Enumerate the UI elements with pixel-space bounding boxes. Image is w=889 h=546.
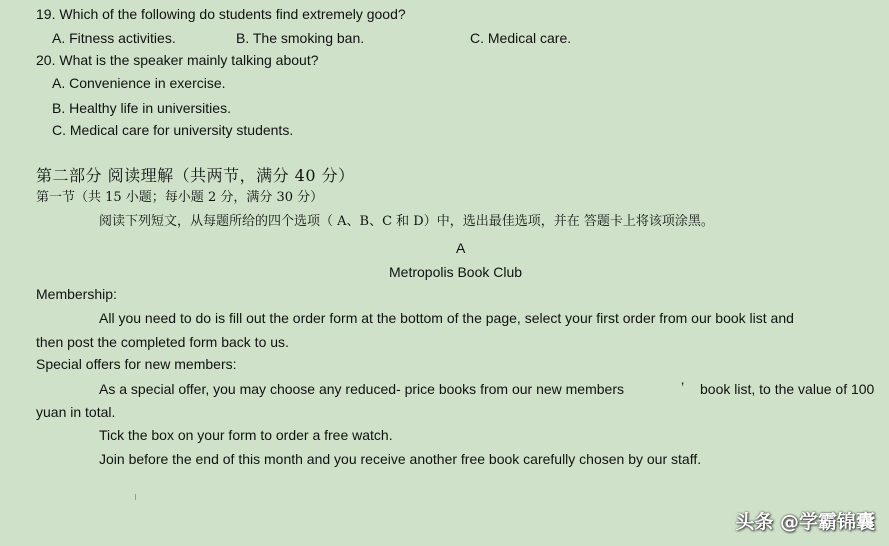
- passage-letter: A: [456, 240, 466, 256]
- offer-1-line-1b: book list, to the value of 100: [700, 381, 875, 397]
- membership-line-1: All you need to do is fill out the order form at the bottom of the page, select your first order from our book list and: [99, 310, 794, 326]
- watermark: 头条 @学霸锦囊: [735, 511, 875, 533]
- offer-1-line-2: yuan in total.: [36, 404, 116, 420]
- offer-3: Join before the end of this month and you receive another free book carefully chosen by our staff.: [99, 451, 702, 467]
- q19-option-a: A. Fitness activities.: [52, 30, 176, 46]
- part2-heading: 第二部分 阅读理解（共两节，满分 40 分）: [36, 166, 355, 185]
- q19-option-c: C. Medical care.: [470, 30, 572, 46]
- scan-mark: [135, 494, 136, 500]
- offers-heading: Special offers for new members:: [36, 356, 237, 372]
- q20-option-b: B. Healthy life in universities.: [52, 100, 231, 116]
- q20-option-c: C. Medical care for university students.: [52, 122, 294, 138]
- offer-1-apostrophe: ’: [681, 379, 685, 395]
- membership-heading: Membership:: [36, 286, 117, 302]
- passage-title: Metropolis Book Club: [389, 264, 523, 280]
- reading-instruction: 阅读下列短文，从每题所给的四个选项（ A、B、C 和 D）中，选出最佳选项，并在 答题卡上将该项涂黑。: [99, 214, 714, 229]
- q19-question: 19. Which of the following do students find extremely good?: [36, 6, 406, 22]
- q19-option-b: B. The smoking ban.: [236, 30, 365, 46]
- membership-line-2: then post the completed form back to us.: [36, 334, 289, 350]
- section1-heading: 第一节（共 15 小题；每小题 2 分，满分 30 分）: [36, 190, 324, 205]
- q20-option-a: A. Convenience in exercise.: [52, 75, 226, 91]
- offer-1-line-1a: As a special offer, you may choose any reduced- price books from our new members: [99, 381, 624, 397]
- q20-question: 20. What is the speaker mainly talking about?: [36, 52, 319, 68]
- offer-2: Tick the box on your form to order a free watch.: [99, 427, 393, 443]
